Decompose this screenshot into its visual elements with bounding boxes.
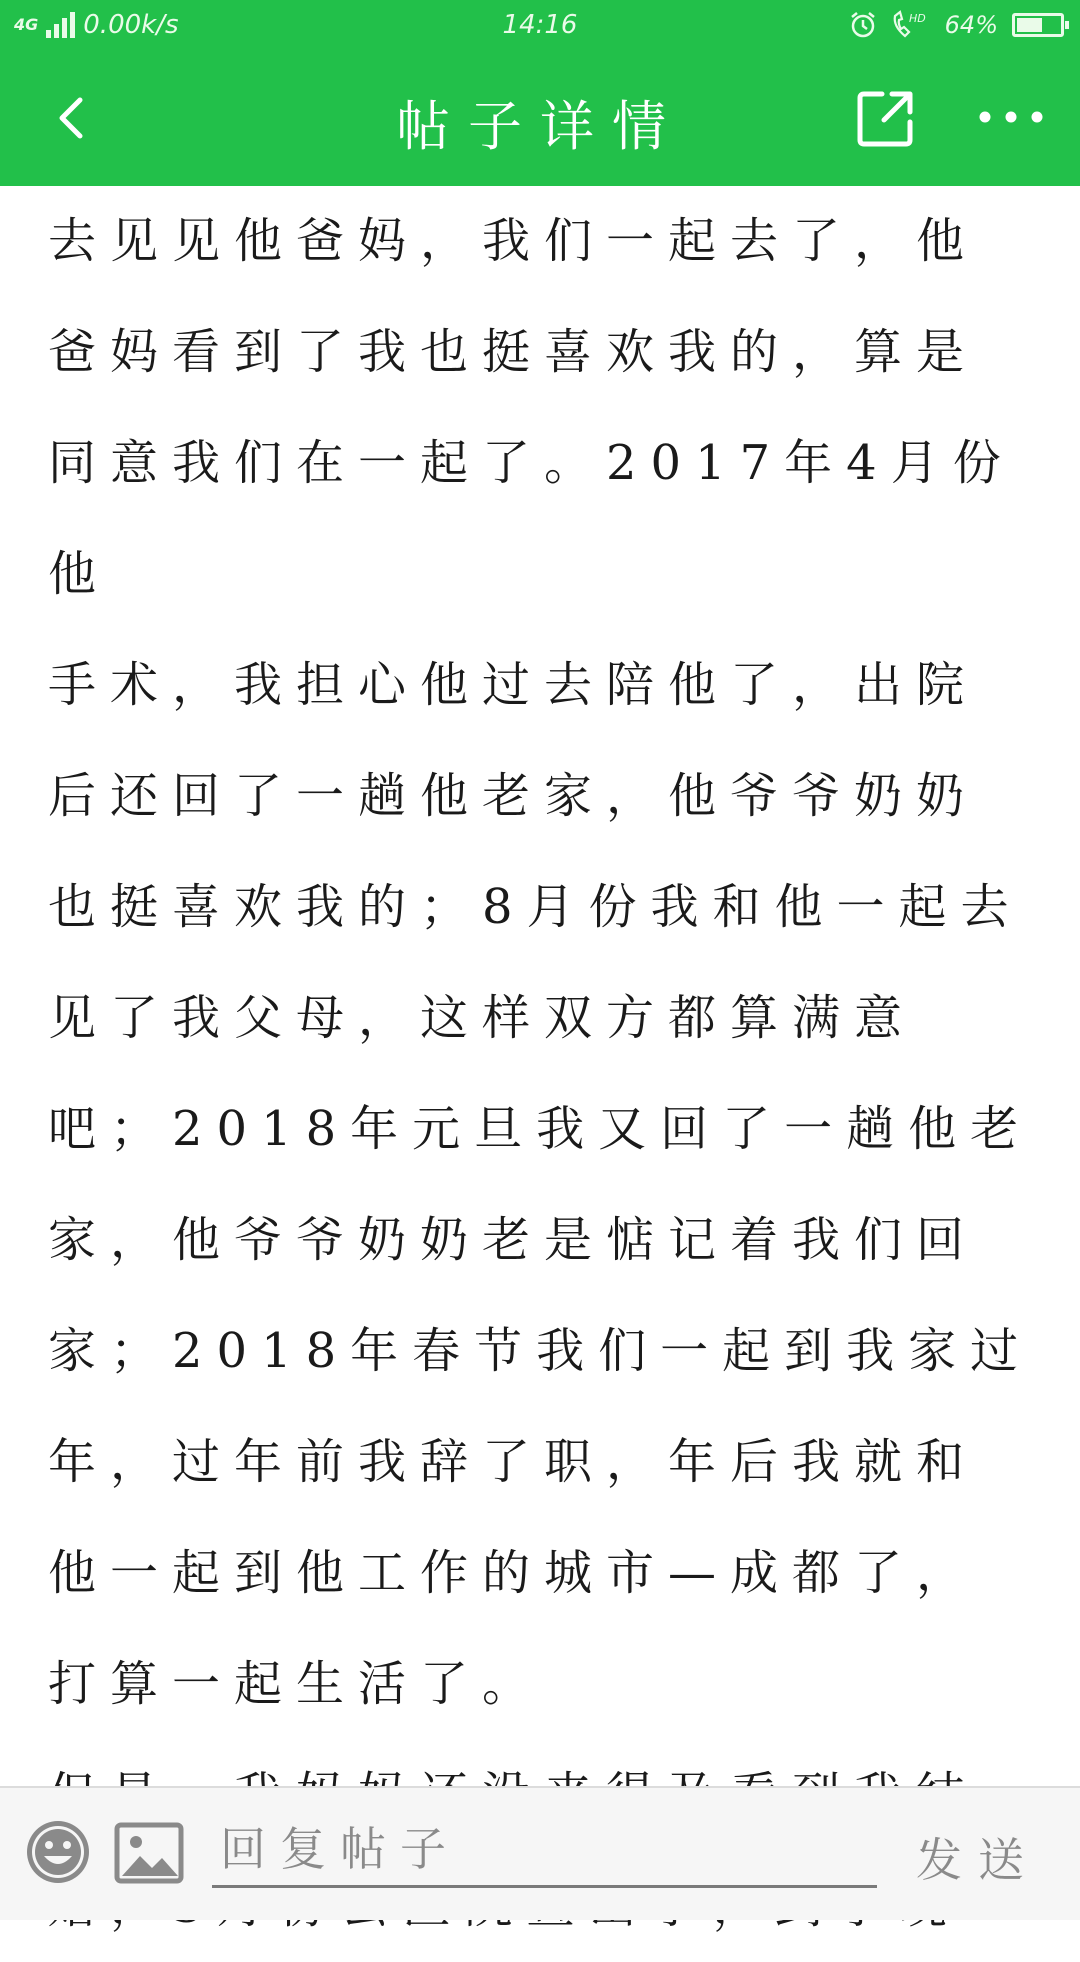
- hd-call-icon: [891, 10, 931, 40]
- status-bar: [0, 0, 1080, 52]
- content-line: 家；2018年春节我们一起到我家过: [48, 1323, 1033, 1379]
- content-line: 年，过年前我辞了职，年后我就和: [48, 1434, 979, 1490]
- battery-icon: [1012, 13, 1064, 37]
- reply-bar: [0, 1786, 1080, 1920]
- reply-input[interactable]: [212, 1812, 877, 1888]
- alarm-icon: [849, 11, 877, 39]
- network-type: 4G: [14, 15, 39, 34]
- more-options-icon[interactable]: [976, 104, 1046, 130]
- content-line: 手术，我担心他过去陪他了，出院: [48, 657, 979, 713]
- content-line: 爸妈看到了我也挺喜欢我的，算是: [48, 324, 979, 380]
- battery-fill: [1017, 18, 1042, 32]
- content-line: 他一起到他工作的城市—成都了，: [48, 1545, 979, 1601]
- emoji-icon[interactable]: [24, 1818, 92, 1886]
- image-icon[interactable]: [114, 1822, 184, 1884]
- app-header: [0, 52, 1080, 186]
- page-title: 帖子详情: [396, 95, 684, 158]
- battery-percent: 64%: [944, 11, 998, 39]
- post-content: [48, 186, 1038, 1786]
- share-icon[interactable]: [854, 86, 918, 150]
- send-button[interactable]: 发送: [916, 1824, 1040, 1890]
- status-right: [849, 10, 1064, 40]
- content-line: 家，他爷爷奶奶老是惦记着我们回: [48, 1212, 979, 1268]
- content-line: 去见见他爸妈，我们一起去了，他: [48, 213, 979, 269]
- content-line: 见了我父母，这样双方都算满意: [48, 990, 917, 1046]
- network-speed: 0.00k/s: [83, 10, 179, 40]
- content-line: 同意我们在一起了。2017年4月份他: [48, 435, 1015, 602]
- content-line: 后还回了一趟他老家，他爷爷奶奶: [48, 768, 979, 824]
- status-time: 14:16: [502, 10, 578, 40]
- content-line: 打算一起生活了。: [48, 1656, 545, 1712]
- hd-label: HD: [908, 12, 926, 25]
- content-line: 也挺喜欢我的；8月份我和他一起去: [48, 879, 1023, 935]
- content-line: 吧；2018年元旦我又回了一趟他老: [48, 1101, 1033, 1157]
